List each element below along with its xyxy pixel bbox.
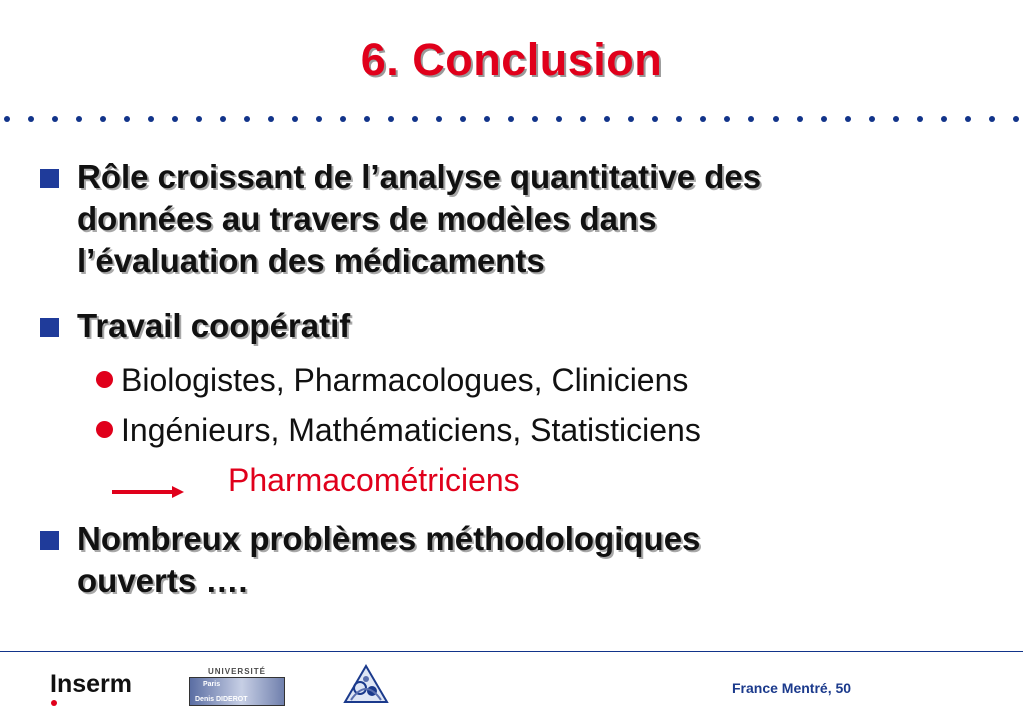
- bullet-3-line-2: ouverts ….: [77, 562, 248, 599]
- divider-dot: [700, 116, 706, 122]
- divider-dot: [100, 116, 106, 122]
- slide-title: 6. Conclusion: [360, 34, 663, 85]
- divider-dot: [604, 116, 610, 122]
- bullet-2-line-1: Travail coopératif: [77, 307, 351, 344]
- bullet-1-line-1: Rôle croissant de l’analyse quantitative des: [77, 158, 762, 195]
- divider-dot: [28, 116, 34, 122]
- university-logo: [189, 668, 285, 706]
- footer-author-page: France Mentré, 50: [732, 680, 852, 696]
- arrow-result: Pharmacométriciens: [228, 462, 520, 498]
- divider-dot: [244, 116, 250, 122]
- divider-dot: [412, 116, 418, 122]
- divider-dot: [220, 116, 226, 122]
- divider-dot: [532, 116, 538, 122]
- divider-dot: [628, 116, 634, 122]
- bullet-dot-icon: [96, 421, 113, 438]
- divider-dot: [941, 116, 947, 122]
- divider-dot: [821, 116, 827, 122]
- dotted-divider: [0, 114, 1023, 124]
- inserm-logo-dot: [51, 700, 57, 706]
- footer-divider: [0, 651, 1023, 652]
- divider-dot: [364, 116, 370, 122]
- divider-dot: [388, 116, 394, 122]
- divider-dot: [773, 116, 779, 122]
- divider-dot: [508, 116, 514, 122]
- inserm-logo: Inserm: [50, 670, 132, 698]
- divider-dot: [292, 116, 298, 122]
- divider-dot: [436, 116, 442, 122]
- sub-bullet-1-text: Biologistes, Pharmacologues, Cliniciens: [121, 362, 689, 398]
- sub-bullet-2-text: Ingénieurs, Mathématiciens, Statisticiens: [121, 412, 701, 448]
- divider-dot: [4, 116, 10, 122]
- divider-dot: [869, 116, 875, 122]
- divider-dot: [893, 116, 899, 122]
- divider-dot: [172, 116, 178, 122]
- divider-dot: [1013, 116, 1019, 122]
- bullet-square-icon: [40, 169, 59, 188]
- divider-dot: [76, 116, 82, 122]
- divider-dot: [124, 116, 130, 122]
- divider-dot: [580, 116, 586, 122]
- bullet-1-line-3: l’évaluation des médicaments: [77, 242, 545, 279]
- divider-dot: [460, 116, 466, 122]
- university-logo-line1: Paris: [203, 681, 221, 688]
- university-logo-top: UNIVERSITÉ: [207, 667, 266, 676]
- bullet-dot-icon: [96, 371, 113, 388]
- divider-dot: [484, 116, 490, 122]
- divider-dot: [676, 116, 682, 122]
- bullet-square-icon: [40, 531, 59, 550]
- sub-bullet-1: [96, 360, 688, 400]
- bullet-3-line-1: Nombreux problèmes méthodologiques: [77, 520, 701, 557]
- divider-dot: [340, 116, 346, 122]
- divider-dot: [797, 116, 803, 122]
- institution-logo-icon: [343, 664, 389, 706]
- university-logo-line2: Denis DIDEROT: [195, 696, 248, 703]
- sub-bullet-2: [96, 410, 701, 450]
- divider-dot: [148, 116, 154, 122]
- divider-dot: [196, 116, 202, 122]
- divider-dot: [989, 116, 995, 122]
- bullet-square-icon: [40, 318, 59, 337]
- divider-dot: [724, 116, 730, 122]
- divider-dot: [52, 116, 58, 122]
- divider-dot: [917, 116, 923, 122]
- divider-dot: [268, 116, 274, 122]
- divider-dot: [845, 116, 851, 122]
- divider-dot: [748, 116, 754, 122]
- divider-dot: [556, 116, 562, 122]
- bullet-1-line-2: données au travers de modèles dans: [77, 200, 657, 237]
- divider-dot: [316, 116, 322, 122]
- divider-dot: [965, 116, 971, 122]
- right-arrow-icon: [112, 484, 184, 500]
- divider-dot: [652, 116, 658, 122]
